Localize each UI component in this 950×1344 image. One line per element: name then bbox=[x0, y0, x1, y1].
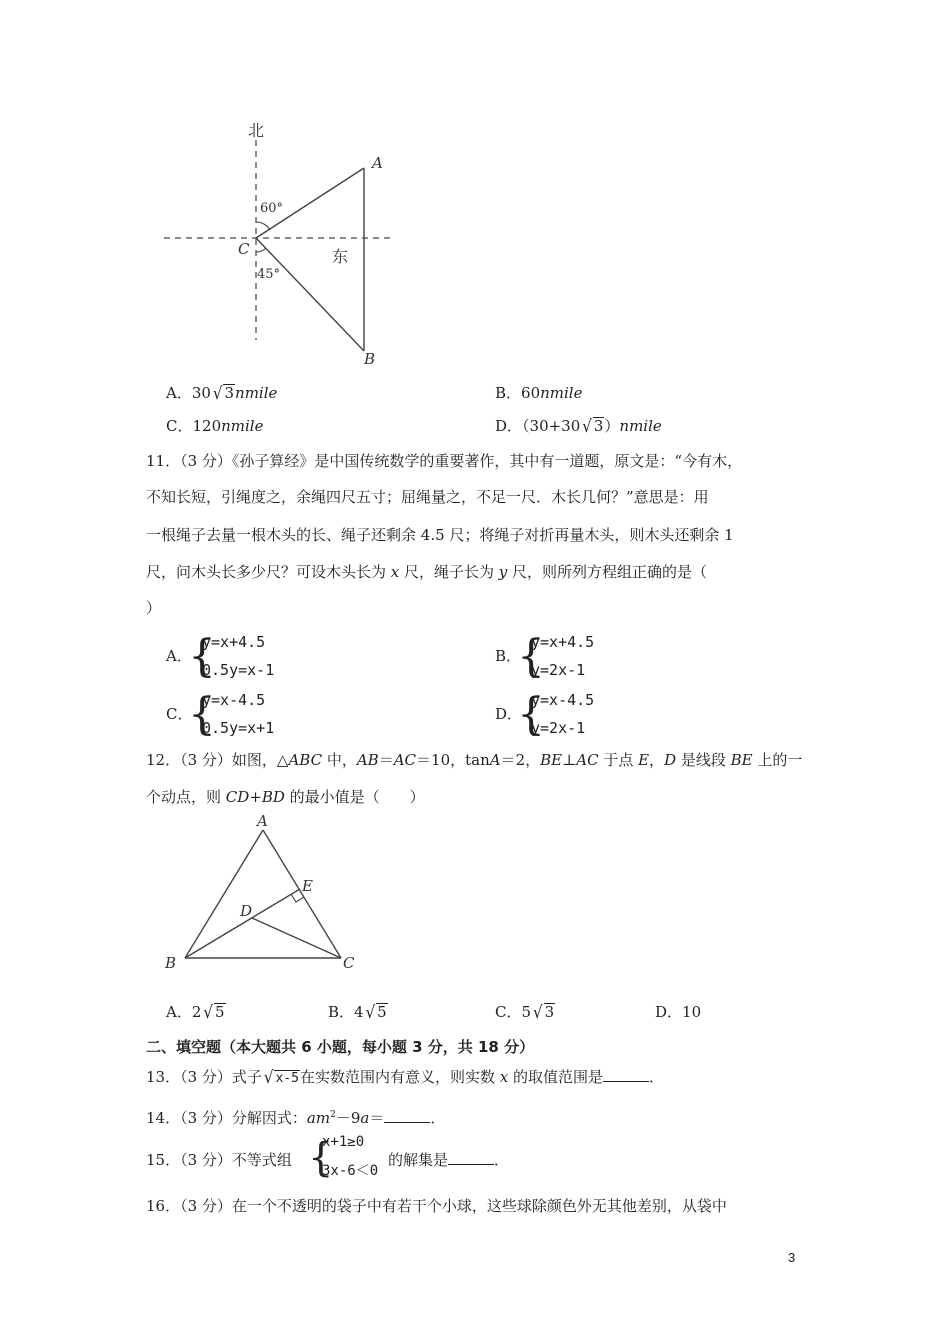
triangle-diagram bbox=[160, 812, 370, 977]
q14-line: 14．（3 分）分解因式：$am^2-9a=$ ． bbox=[146, 1109, 446, 1127]
angle-60-label: 60° bbox=[260, 201, 284, 216]
q12-line-1: 12．（3 分）如图，△ABC 中，AB＝AC＝10，tanA＝2，BE⊥AC 于点 E，D 是线段 BE 上的一 bbox=[146, 751, 803, 769]
q11-option-d-label: D． bbox=[495, 705, 523, 723]
q16-line-1: 16．（3 分）在一个不透明的袋子中有若干个小球，这些球除颜色外无其他差别，从袋中 bbox=[146, 1197, 727, 1215]
point-a-label: A bbox=[372, 154, 383, 172]
q12-option-c: C．5 √ 3 bbox=[495, 1001, 555, 1023]
q11-line-2: 不知长短，引绳度之，余绳四尺五寸；屈绳量之，不足一尺．木长几何？”意思是：用 bbox=[146, 488, 709, 506]
north-label: 北 bbox=[248, 121, 265, 140]
q13-line: 13．（3 分）式子 √ x-5在实数范围内有意义，则实数 x 的取值范围是 ． bbox=[146, 1066, 664, 1088]
q11-line-3: 一根绳子去量一根木头的长、绳子还剩余 4.5 尺；将绳子对折再量木头，则木头还剩余 1 bbox=[146, 526, 734, 544]
point-b-label: B bbox=[364, 350, 376, 368]
q10-option-c: C．120nmile bbox=[166, 417, 264, 435]
tri-point-a-label: A bbox=[257, 812, 268, 830]
page-number: 3 bbox=[788, 1250, 796, 1265]
q10-option-b: B．60nmile bbox=[495, 384, 583, 402]
q11-line-1: 11．（3 分）《孙子算经》是中国传统数学的重要著作，其中有一道题，原文是：“今有木， bbox=[146, 452, 743, 470]
angle-45-label: 45° bbox=[257, 267, 281, 282]
tri-point-e-label: E bbox=[302, 877, 313, 895]
point-c-label: C bbox=[238, 240, 250, 258]
tri-point-b-label: B bbox=[165, 954, 177, 972]
q11-line-4: 尺，问木头长多少尺？可设木头长为 x 尺，绳子长为 y 尺，则所列方程组正确的是（ bbox=[146, 563, 708, 581]
q15-answer-blank[interactable] bbox=[448, 1150, 494, 1165]
q11-line-5: ） bbox=[146, 599, 162, 617]
tri-point-c-label: C bbox=[343, 954, 355, 972]
q12-option-d: D．10 bbox=[655, 1003, 702, 1021]
tri-point-d-label: D bbox=[240, 902, 253, 920]
q12-line-2: 个动点，则 CD+BD 的最小值是（ ） bbox=[146, 788, 425, 806]
q11-option-a-label: A． bbox=[166, 647, 192, 665]
q15-post: 的解集是 ． bbox=[388, 1151, 510, 1169]
q15-pre: 15．（3 分）不等式组 bbox=[146, 1151, 292, 1169]
compass-diagram bbox=[150, 110, 410, 370]
q14-answer-blank[interactable] bbox=[384, 1108, 430, 1123]
q12-option-a: A．2 √ 5 bbox=[166, 1001, 225, 1023]
q11-option-c-label: C． bbox=[166, 705, 193, 723]
q12-option-b: B．4 √ 5 bbox=[328, 1001, 387, 1023]
section-heading: 二、填空题（本大题共 6 小题，每小题 3 分，共 18 分） bbox=[146, 1038, 535, 1056]
east-label: 东 bbox=[332, 247, 349, 266]
q11-option-b-label: B． bbox=[495, 647, 522, 665]
q10-option-a: A．30 √ 3nmile bbox=[166, 382, 278, 404]
q13-answer-blank[interactable] bbox=[603, 1067, 649, 1082]
q10-option-d: D．（30+30 √ 3）nmile bbox=[495, 415, 662, 437]
